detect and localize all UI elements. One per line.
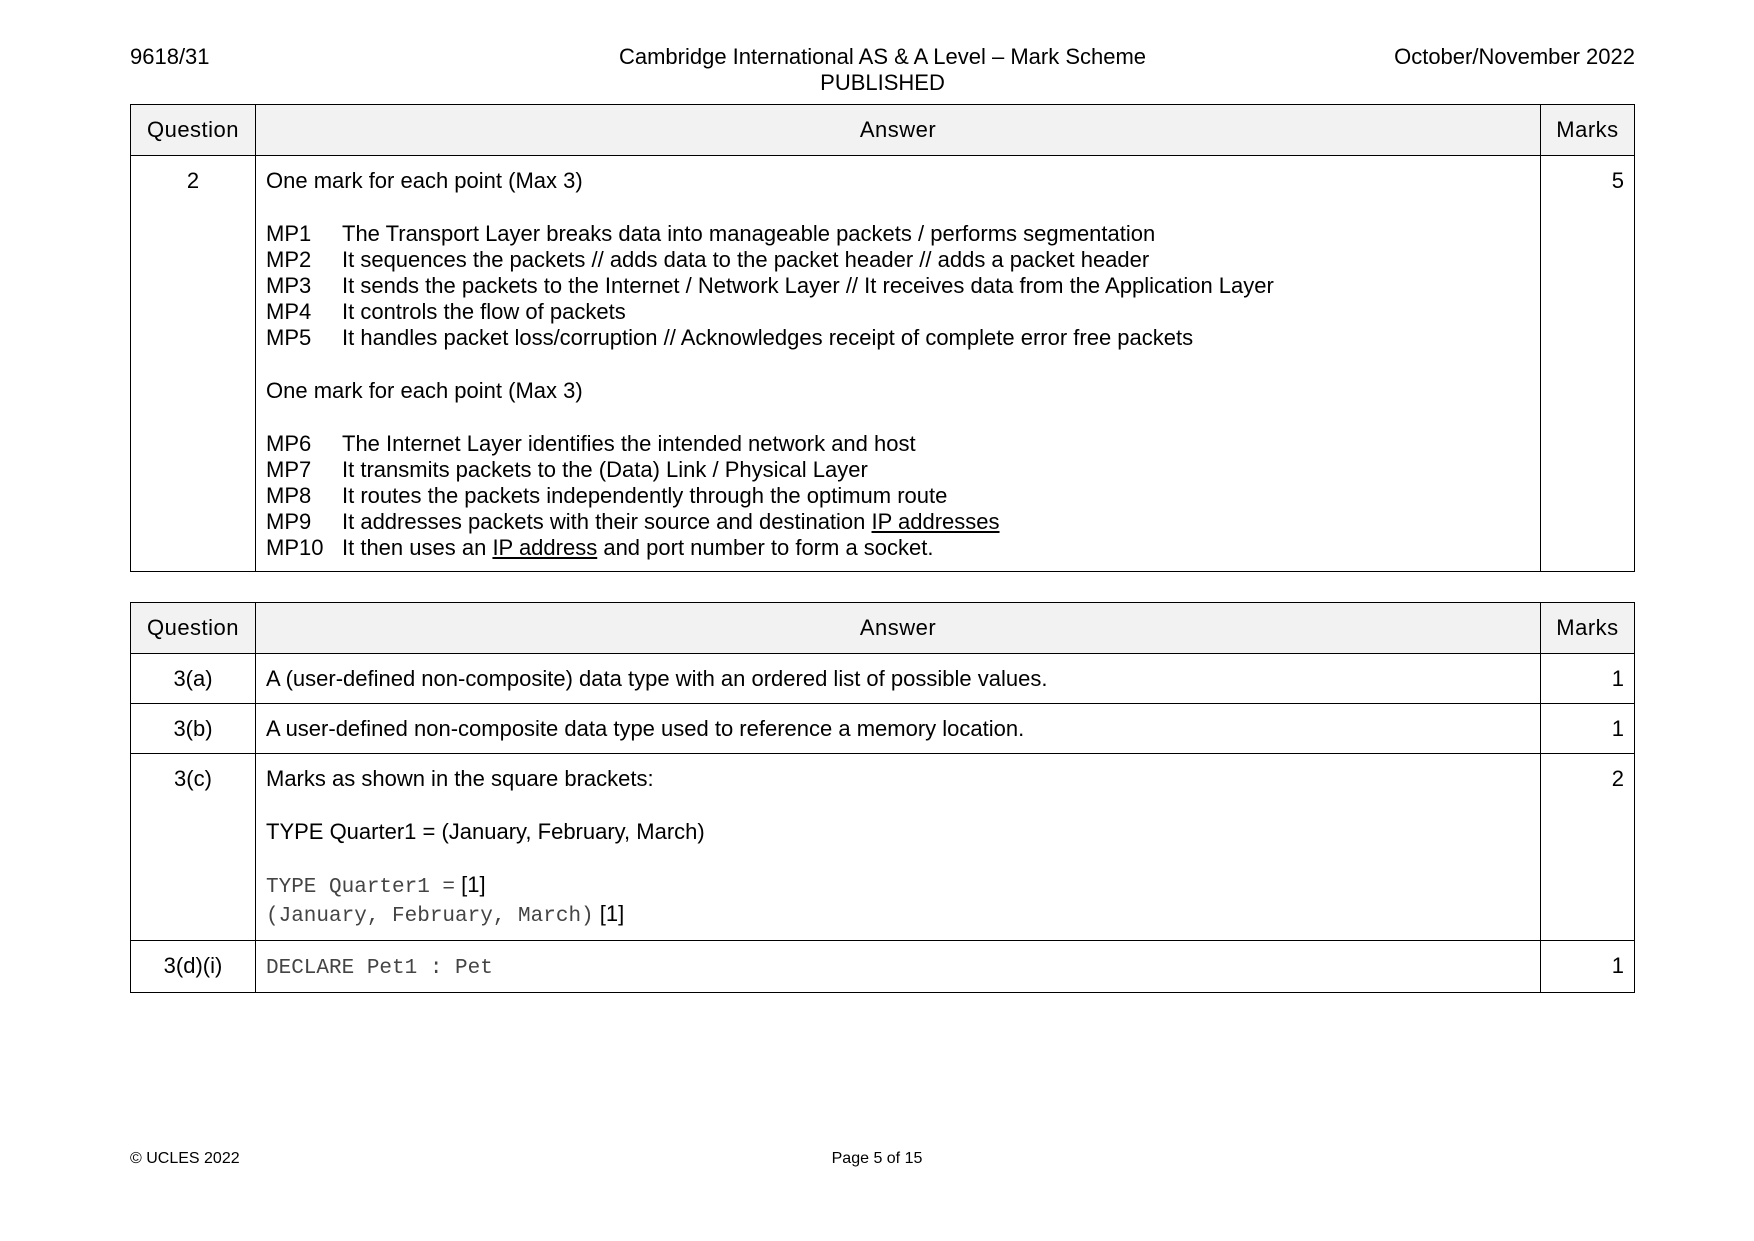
mark-point: [266, 535, 1530, 561]
page-header: [130, 44, 1635, 100]
header-marks: Marks: [1541, 105, 1635, 156]
mark-point-text: It controls the flow of packets: [342, 299, 626, 324]
marks-value: 1: [1541, 704, 1635, 754]
mark-point: [266, 273, 1530, 299]
mark-point-code: MP8: [266, 483, 312, 508]
paper-code: 9618/31: [130, 44, 210, 69]
header-question: Question: [131, 105, 256, 156]
instruction-text: One mark for each point (Max 3): [266, 168, 583, 193]
answer-text: A (user-defined non-composite) data type with an ordered list of possible values.: [266, 666, 1048, 691]
mark-point-text: The Transport Layer breaks data into manageable packets / performs segmentation: [342, 221, 1156, 246]
pseudocode: DECLARE Pet1 : Pet: [266, 957, 493, 980]
marks-value: 1: [1541, 654, 1635, 704]
mark-point-text: It addresses packets with their source and destination IP addresses: [342, 509, 1000, 534]
marks-value: 5: [1541, 156, 1635, 572]
question-number: 3(b): [131, 704, 256, 754]
table-header-row: [131, 603, 1635, 654]
mark-point-text: It sequences the packets // adds data to the packet header // adds a packet header: [342, 247, 1150, 272]
answer-text: A user-defined non-composite data type used to reference a memory location.: [266, 716, 1025, 741]
answer-cell: [256, 754, 1541, 941]
mark-point-code: MP2: [266, 247, 312, 272]
header-question: Question: [131, 603, 256, 654]
mark-point-code: MP9: [266, 509, 312, 534]
mark-point: [266, 325, 1530, 351]
underlined-term: IP addresses: [871, 509, 1000, 534]
example-answer: TYPE Quarter1 = (January, February, March): [266, 819, 705, 844]
mark-point: [266, 247, 1530, 273]
table-row: [131, 704, 1635, 754]
code-line-1: [266, 872, 1530, 901]
mark-point-code: MP5: [266, 325, 312, 350]
mark-point: [266, 457, 1530, 483]
mark-point-text: It handles packet loss/corruption // Acknowledges receipt of complete error free packets: [342, 325, 1194, 350]
mark-scheme-table-q3: [130, 602, 1635, 993]
header-answer: Answer: [256, 603, 1541, 654]
header-answer: Answer: [256, 105, 1541, 156]
mark-scheme-table-q2: [130, 104, 1635, 572]
mark-point-code: MP10: [266, 535, 324, 560]
mark-point-text: It routes the packets independently through the optimum route: [342, 483, 948, 508]
mark-point-text: It then uses an IP address and port number to form a socket.: [342, 535, 934, 560]
marks-value: 1: [1541, 941, 1635, 993]
header-title: Cambridge International AS & A Level – Mark Scheme: [618, 44, 1147, 69]
mark-point: [266, 299, 1530, 325]
table-row: [131, 156, 1635, 572]
mark-point-code: MP3: [266, 273, 312, 298]
table-row: [131, 941, 1635, 993]
mark-point: [266, 509, 1530, 535]
question-number: 3(d)(i): [131, 941, 256, 993]
marks-value: 2: [1541, 754, 1635, 941]
header-subtitle: PUBLISHED: [820, 70, 945, 95]
mark-point-text: The Internet Layer identifies the intended network and host: [342, 431, 916, 456]
mark-bracket: [1]: [599, 901, 625, 926]
page-number: Page 5 of 15: [831, 1150, 923, 1167]
mark-points-list-1: [266, 221, 1530, 351]
mark-point-code: MP6: [266, 431, 312, 456]
answer-cell: [256, 704, 1541, 754]
pseudocode: TYPE Quarter1 =: [266, 876, 456, 899]
header-marks: Marks: [1541, 603, 1635, 654]
underlined-term: IP address: [492, 535, 598, 560]
mark-point-code: MP7: [266, 457, 312, 482]
table-header-row: [131, 105, 1635, 156]
question-number: 3(c): [131, 754, 256, 941]
mark-point: [266, 483, 1530, 509]
instruction-text: One mark for each point (Max 3): [266, 378, 583, 403]
answer-cell: [256, 156, 1541, 572]
mark-points-list-2: [266, 431, 1530, 561]
instruction-text: Marks as shown in the square brackets:: [266, 766, 654, 791]
mark-point-text: It sends the packets to the Internet / Network Layer // It receives data from the Application Layer: [342, 273, 1274, 298]
answer-cell: [256, 654, 1541, 704]
code-line-2: [266, 901, 1530, 930]
mark-point: [266, 431, 1530, 457]
mark-point-text: It transmits packets to the (Data) Link / Physical Layer: [342, 457, 868, 482]
mark-point-code: MP1: [266, 221, 312, 246]
table-row: [131, 654, 1635, 704]
question-number: 3(a): [131, 654, 256, 704]
mark-point: [266, 221, 1530, 247]
table-row: [131, 754, 1635, 941]
exam-session: October/November 2022: [1394, 44, 1635, 69]
answer-cell: [256, 941, 1541, 993]
mark-bracket: [1]: [461, 872, 486, 897]
pseudocode: (January, February, March): [266, 905, 594, 928]
copyright-notice: © UCLES 2022: [130, 1150, 240, 1167]
mark-point-code: MP4: [266, 299, 312, 324]
question-number: 2: [131, 156, 256, 572]
